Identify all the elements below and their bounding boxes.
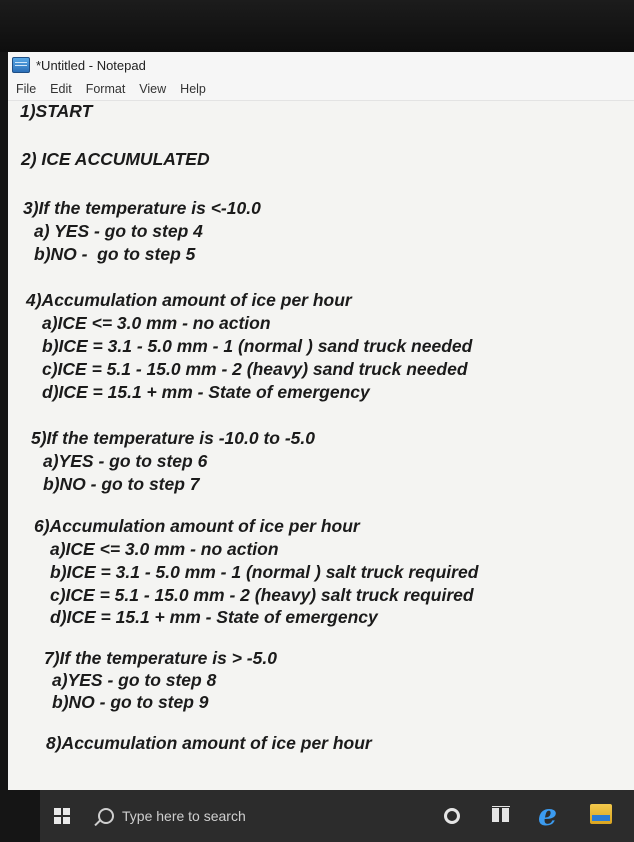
taskbar (40, 790, 634, 842)
notepad-icon (12, 57, 30, 73)
text-line: d)ICE = 15.1 + mm - State of emergency (42, 382, 370, 402)
window-title: *Untitled - Notepad (36, 57, 146, 73)
search-placeholder: Type here to search (122, 808, 246, 824)
text-line: a)ICE <= 3.0 mm - no action (50, 539, 279, 559)
text-line: 6)Accumulation amount of ice per hour (34, 516, 360, 536)
text-line: 1)START (20, 101, 93, 121)
cortana-icon[interactable] (444, 808, 460, 824)
text-line: a)ICE <= 3.0 mm - no action (42, 313, 271, 333)
text-line: d)ICE = 15.1 + mm - State of emergency (50, 607, 378, 627)
taskbar-search-box[interactable] (88, 798, 388, 834)
text-editor[interactable] (8, 101, 634, 790)
task-view-icon[interactable] (492, 806, 510, 824)
text-line: a)YES - go to step 6 (43, 451, 208, 471)
text-line: b)ICE = 3.1 - 5.0 mm - 1 (normal ) sand truck needed (42, 336, 473, 356)
menu-bar (8, 78, 634, 101)
edge-browser-icon[interactable]: e (538, 798, 558, 833)
text-line: a) YES - go to step 4 (34, 221, 203, 241)
text-line: 4)Accumulation amount of ice per hour (26, 290, 352, 310)
text-line: c)ICE = 5.1 - 15.0 mm - 2 (heavy) sand truck needed (42, 359, 468, 379)
file-explorer-icon[interactable] (590, 804, 612, 824)
monitor-bezel-top (0, 0, 634, 52)
menu-edit[interactable]: Edit (50, 82, 72, 96)
menu-view[interactable]: View (139, 82, 167, 96)
text-line: b)NO - go to step 7 (43, 474, 200, 494)
monitor-bezel-bottom-left (0, 790, 40, 842)
notepad-window (8, 52, 634, 790)
text-line: 5)If the temperature is -10.0 to -5.0 (31, 428, 315, 448)
title-bar[interactable] (8, 52, 634, 78)
text-line: b)NO - go to step 5 (34, 244, 196, 264)
text-line: 8)Accumulation amount of ice per hour (46, 733, 372, 753)
menu-help[interactable]: Help (180, 82, 206, 96)
search-icon (98, 808, 114, 824)
text-line: b)NO - go to step 9 (52, 692, 209, 712)
windows-start-icon[interactable] (54, 808, 70, 824)
text-line: a)YES - go to step 8 (52, 670, 217, 690)
menu-file[interactable]: File (16, 82, 37, 96)
text-line: 7)If the temperature is > -5.0 (44, 648, 277, 668)
text-line: 2) ICE ACCUMULATED (21, 149, 210, 169)
text-line: 3)If the temperature is <-10.0 (23, 198, 261, 218)
text-line: b)ICE = 3.1 - 5.0 mm - 1 (normal ) salt truck required (50, 562, 479, 582)
menu-format[interactable]: Format (85, 82, 126, 96)
text-line: c)ICE = 5.1 - 15.0 mm - 2 (heavy) salt truck required (50, 585, 474, 605)
